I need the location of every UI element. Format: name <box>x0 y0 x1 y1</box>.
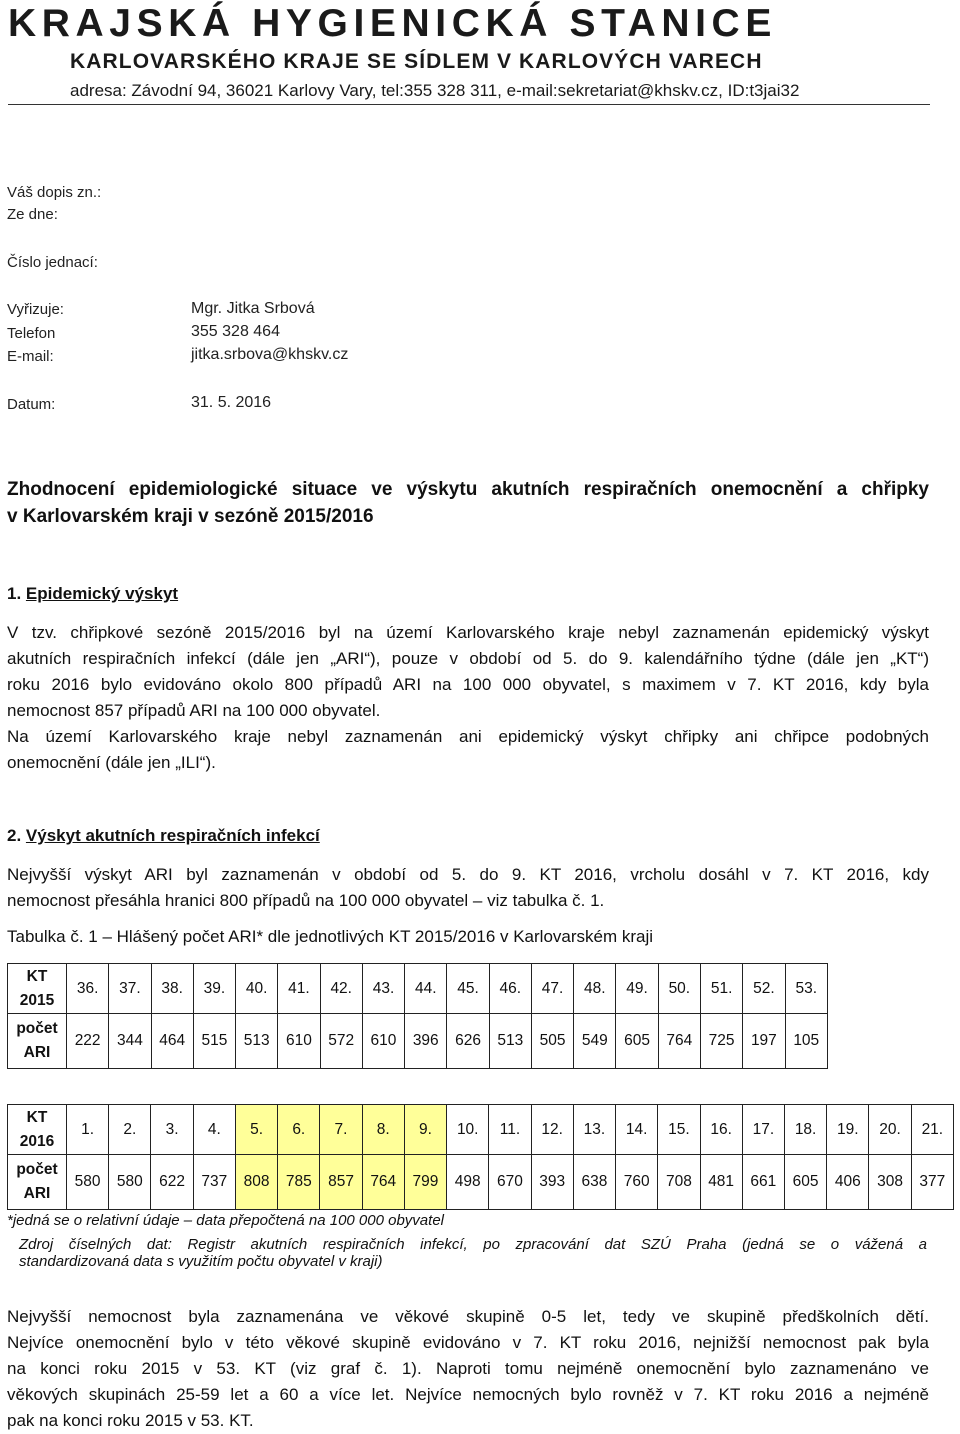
value-cell: 737 <box>193 1155 235 1210</box>
week-cell: 18. <box>784 1105 826 1155</box>
table-row <box>8 1014 828 1069</box>
paragraph-line: roku 2016 bylo evidováno okolo 800 případů ARI na 100 000 obyvatel, s maximem v 7. KT 2016, kdy byla <box>7 675 929 694</box>
week-cell: 52. <box>743 964 785 1014</box>
week-cell: 4. <box>193 1105 235 1155</box>
section-number: 2. <box>7 826 22 845</box>
paragraph-line: Na území Karlovarského kraje nebyl zaznamenán ani epidemický výskyt chřipky ani chřipce podobných <box>7 727 929 746</box>
week-cell: 13. <box>573 1105 615 1155</box>
paragraph-line: na konci roku 2015 v 53. KT (viz graf č. 1). Naproti tomu nejméně onemocnění bylo zaznamenáno ve <box>7 1359 929 1378</box>
week-cell: 49. <box>616 964 658 1014</box>
table-row <box>8 1155 954 1210</box>
value-cell: 105 <box>785 1014 827 1069</box>
table-caption: Tabulka č. 1 – Hlášený počet ARI* dle jednotlivých KT 2015/2016 v Karlovarském kraji <box>7 927 654 946</box>
value-cell: 610 <box>278 1014 320 1069</box>
ari-table-2015 <box>7 963 828 1069</box>
paragraph-line: nemocnost přesáhla hranici 800 případů na 100 000 obyvatel – viz tabulka č. 1. <box>7 891 605 910</box>
table-header-count <box>8 1155 67 1210</box>
paragraph-line: pak na konci roku 2015 v 53. KT. <box>7 1411 254 1430</box>
week-cell: 12. <box>531 1105 573 1155</box>
section-number: 1. <box>7 584 22 603</box>
table-row <box>8 964 828 1014</box>
value-cell: 222 <box>67 1014 109 1069</box>
paragraph-line: Nejvyšší výskyt ARI byl zaznamenán v období od 5. do 9. KT 2016, vrcholu dosáhl v 7. KT 2016, kdy <box>7 865 929 884</box>
week-cell: 41. <box>278 964 320 1014</box>
value-cell: 481 <box>700 1155 742 1210</box>
week-cell: 46. <box>489 964 531 1014</box>
week-cell: 10. <box>447 1105 489 1155</box>
table-header-kt <box>8 964 67 1014</box>
value-cell: 708 <box>658 1155 700 1210</box>
week-cell: 21. <box>911 1105 953 1155</box>
section-1-paragraph-2 <box>7 724 929 776</box>
week-cell: 40. <box>236 964 278 1014</box>
value-cell: 760 <box>616 1155 658 1210</box>
value-cell: 377 <box>911 1155 953 1210</box>
paragraph-line: akutních respiračních infekcí (dále jen „ARI“), pouze v období od 5. do 9. kalendářního týdne (dále jen „KT“) <box>7 649 929 668</box>
table-header-count <box>8 1014 67 1069</box>
value-cell: 513 <box>236 1014 278 1069</box>
source-line: Zdroj číselných dat: Registr akutních respiračních infekcí, po zpracování dat SZÚ Praha (jedná se o vážená a <box>19 1236 927 1253</box>
week-cell: 39. <box>193 964 235 1014</box>
paragraph-line: Nejvyšší nemocnost byla zaznamenána ve věkové skupině 0-5 let, tedy ve skupině předškolních dětí. <box>7 1307 929 1326</box>
handled-by-label: Vyřizuje: <box>7 301 64 318</box>
document-title-line: v Karlovarském kraji v sezóně 2015/2016 <box>7 506 374 527</box>
value-cell: 799 <box>404 1155 446 1210</box>
reference-number-label: Číslo jednací: <box>7 254 98 271</box>
week-cell: 20. <box>869 1105 911 1155</box>
value-cell: 197 <box>743 1014 785 1069</box>
paragraph-line: V tzv. chřipkové sezóně 2015/2016 byl na území Karlovarského kraje nebyl zaznamenán epidemický výskyt <box>7 623 929 642</box>
value-cell: 572 <box>320 1014 362 1069</box>
week-cell: 19. <box>827 1105 869 1155</box>
value-cell: 725 <box>700 1014 742 1069</box>
value-cell: 308 <box>869 1155 911 1210</box>
letterhead-address: adresa: Závodní 94, 36021 Karlovy Vary, tel:355 328 311, e-mail:sekretariat@khskv.cz, ID:t3jai32 <box>70 81 800 100</box>
week-cell: 48. <box>574 964 616 1014</box>
header-text: KT <box>26 1108 48 1126</box>
week-cell: 3. <box>151 1105 193 1155</box>
paragraph-line: Nejvíce onemocnění bylo v této věkové skupině evidováno v 7. KT roku 2016, nejnižší nemocnost pak byla <box>7 1333 929 1352</box>
value-cell: 464 <box>151 1014 193 1069</box>
value-cell: 622 <box>151 1155 193 1210</box>
value-cell: 513 <box>489 1014 531 1069</box>
final-paragraph <box>7 1304 929 1434</box>
value-cell: 670 <box>489 1155 531 1210</box>
value-cell: 764 <box>658 1014 700 1069</box>
document-title <box>7 476 929 530</box>
value-cell: 515 <box>193 1014 235 1069</box>
ari-table-2016 <box>7 1104 954 1210</box>
table-header-kt <box>8 1105 67 1155</box>
value-cell: 549 <box>574 1014 616 1069</box>
header-text: počet <box>16 1020 58 1037</box>
section-1-paragraph-1 <box>7 620 929 724</box>
value-cell: 605 <box>616 1014 658 1069</box>
table-row <box>8 1105 954 1155</box>
value-cell: 406 <box>827 1155 869 1210</box>
handled-by-value: Mgr. Jitka Srbová <box>191 300 315 317</box>
value-cell: 580 <box>109 1155 151 1210</box>
date-of-letter-label: Ze dne: <box>7 206 58 223</box>
value-cell: 580 <box>67 1155 109 1210</box>
week-cell: 17. <box>742 1105 784 1155</box>
week-cell: 36. <box>67 964 109 1014</box>
header-text: KT <box>26 967 48 985</box>
value-cell: 393 <box>531 1155 573 1210</box>
week-cell: 2. <box>109 1105 151 1155</box>
value-cell: 610 <box>362 1014 404 1069</box>
week-cell: 44. <box>405 964 447 1014</box>
email-value: jitka.srbova@khskv.cz <box>191 346 349 363</box>
value-cell: 661 <box>742 1155 784 1210</box>
week-cell: 11. <box>489 1105 531 1155</box>
header-text: ARI <box>23 1044 51 1061</box>
letterhead-subtitle: KARLOVARSKÉHO KRAJE SE SÍDLEM V KARLOVÝCH VARECH <box>70 50 763 73</box>
value-cell: 785 <box>278 1155 320 1210</box>
paragraph-line: onemocnění (dále jen „ILI“). <box>7 753 216 772</box>
header-text: 2015 <box>19 991 55 1009</box>
week-cell: 6. <box>278 1105 320 1155</box>
your-letter-label: Váš dopis zn.: <box>7 184 102 201</box>
value-cell: 505 <box>531 1014 573 1069</box>
week-cell: 5. <box>235 1105 277 1155</box>
value-cell: 344 <box>109 1014 151 1069</box>
section-2-heading <box>7 826 320 846</box>
value-cell: 638 <box>573 1155 615 1210</box>
week-cell: 14. <box>616 1105 658 1155</box>
header-text: ARI <box>23 1185 51 1202</box>
date-label: Datum: <box>7 396 56 413</box>
week-cell: 7. <box>320 1105 362 1155</box>
week-cell: 42. <box>320 964 362 1014</box>
week-cell: 37. <box>109 964 151 1014</box>
week-cell: 16. <box>700 1105 742 1155</box>
value-cell: 396 <box>405 1014 447 1069</box>
document-title-line: Zhodnocení epidemiologické situace ve výskytu akutních respiračních onemocnění a chřipky <box>7 479 929 500</box>
value-cell: 498 <box>447 1155 489 1210</box>
table-footnote: *jedná se o relativní údaje – data přepočtená na 100 000 obyvatel <box>7 1212 444 1229</box>
phone-value: 355 328 464 <box>191 323 280 340</box>
phone-label: Telefon <box>7 325 56 342</box>
paragraph-line: věkových skupinách 25-59 let a 60 a více let. Nejvíce nemocných bylo rovněž v 7. KT roku 2016 a nejméně <box>7 1385 929 1404</box>
week-cell: 50. <box>658 964 700 1014</box>
week-cell: 53. <box>785 964 827 1014</box>
week-cell: 9. <box>404 1105 446 1155</box>
week-cell: 8. <box>362 1105 404 1155</box>
letterhead-title: KRAJSKÁ HYGIENICKÁ STANICE <box>8 2 777 45</box>
data-source-note <box>19 1236 927 1270</box>
week-cell: 43. <box>362 964 404 1014</box>
section-title: Epidemický výskyt <box>25 584 179 603</box>
header-text: počet <box>16 1161 58 1178</box>
value-cell: 626 <box>447 1014 489 1069</box>
letterhead-rule <box>8 104 930 105</box>
email-label: E-mail: <box>7 348 54 365</box>
week-cell: 15. <box>658 1105 700 1155</box>
value-cell: 605 <box>784 1155 826 1210</box>
header-text: 2016 <box>19 1132 55 1150</box>
value-cell: 808 <box>235 1155 277 1210</box>
week-cell: 45. <box>447 964 489 1014</box>
week-cell: 51. <box>700 964 742 1014</box>
week-cell: 38. <box>151 964 193 1014</box>
value-cell: 857 <box>320 1155 362 1210</box>
date-value: 31. 5. 2016 <box>191 394 272 411</box>
section-title: Výskyt akutních respiračních infekcí <box>25 826 320 845</box>
section-2-paragraph <box>7 862 929 914</box>
week-cell: 1. <box>67 1105 109 1155</box>
section-1-heading <box>7 584 178 604</box>
source-line: standardizovaná data s využitím počtu obyvatel v kraji) <box>19 1253 383 1270</box>
week-cell: 47. <box>531 964 573 1014</box>
paragraph-line: nemocnost 857 případů ARI na 100 000 obyvatel. <box>7 701 381 720</box>
value-cell: 764 <box>362 1155 404 1210</box>
